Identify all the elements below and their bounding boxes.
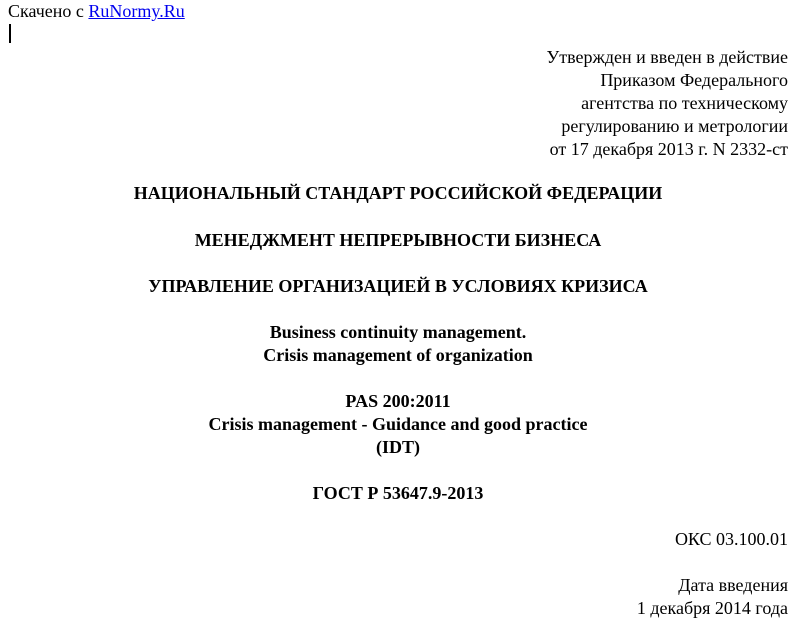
introduction-date-block [637, 574, 788, 620]
pas-block [0, 390, 790, 459]
approval-block [546, 46, 788, 161]
approval-line: Утвержден и введен в действие [546, 47, 788, 67]
title-en-2: Crisis management of organization [263, 345, 533, 365]
download-source-prefix: Скачено с [8, 1, 89, 21]
pas-code: PAS 200:2011 [345, 391, 451, 411]
title-en-1: Business continuity management. [269, 322, 527, 342]
title-en-block [0, 321, 790, 367]
oks-code: ОКС 03.100.01 [674, 529, 788, 549]
title-ru-2: УПРАВЛЕНИЕ ОРГАНИЗАЦИЕЙ В УСЛОВИЯХ КРИЗИСА [148, 276, 648, 296]
text-cursor [9, 24, 11, 43]
approval-line: регулированию и метрологии [561, 116, 788, 136]
title-ru-1: МЕНЕДЖМЕНТ НЕПРЕРЫВНОСТИ БИЗНЕСА [194, 230, 602, 250]
download-source-line [8, 0, 185, 22]
runormy-link[interactable]: RuNormy.Ru [88, 1, 185, 21]
pas-degree: (IDT) [376, 437, 420, 457]
gost-code: ГОСТ Р 53647.9-2013 [312, 483, 484, 503]
introduction-label: Дата введения [678, 575, 788, 595]
national-standard-heading: НАЦИОНАЛЬНЫЙ СТАНДАРТ РОССИЙСКОЙ ФЕДЕРАЦИИ [133, 183, 663, 203]
approval-line: от 17 декабря 2013 г. N 2332-ст [549, 139, 788, 159]
approval-line: агентства по техническому [581, 93, 788, 113]
introduction-date: 1 декабря 2014 года [636, 598, 788, 618]
approval-line: Приказом Федерального [600, 70, 788, 90]
pas-title: Crisis management - Guidance and good practice [208, 414, 588, 434]
